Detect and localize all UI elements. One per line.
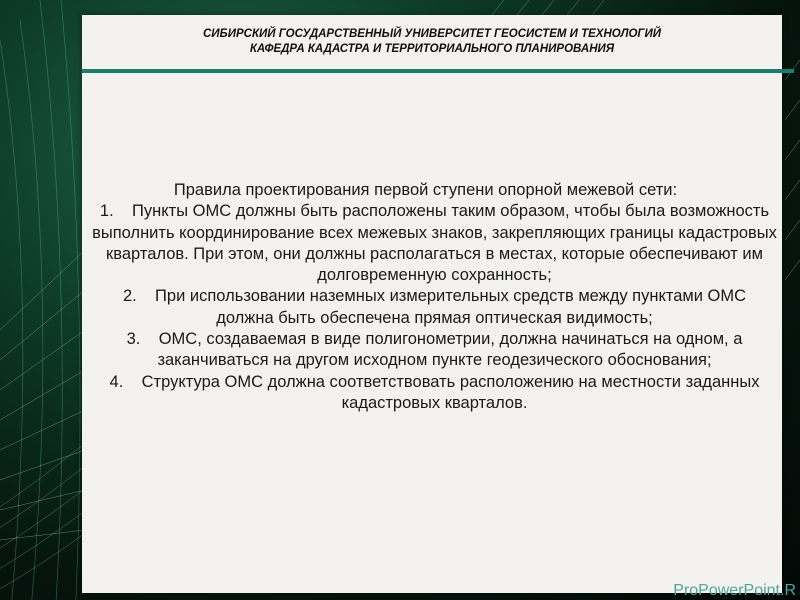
- rule-text: Пункты ОМС должны быть расположены таким образом, чтобы была возможность выполнить координирование всех межевых знаков, закрепляющих границы кадастровых кварталов. При этом, они должны располагаться в местах, которые обеспечивают им долговременную сохранность;: [92, 202, 777, 285]
- rule-item: [92, 286, 777, 329]
- rule-number: 1.: [99, 202, 114, 221]
- rule-text: При использовании наземных измерительных средств между пунктами ОМС должна быть обеспечена прямая оптическая видимость;: [155, 287, 747, 327]
- rule-number: 3.: [126, 330, 141, 349]
- slide-panel: [82, 15, 782, 593]
- watermark: ProPowerPoint.R: [673, 582, 796, 599]
- university-title: СИБИРСКИЙ ГОСУДАРСТВЕННЫЙ УНИВЕРСИТЕТ ГЕОСИСТЕМ И ТЕХНОЛОГИЙ: [202, 28, 662, 40]
- slide-content: [92, 180, 777, 414]
- department-title: КАФЕДРА КАДАСТРА И ТЕРРИТОРИАЛЬНОГО ПЛАНИРОВАНИЯ: [249, 43, 615, 55]
- rule-item: [92, 329, 777, 372]
- header-divider: [82, 69, 794, 73]
- rule-number: 4.: [109, 372, 124, 391]
- rule-text: ОМС, создаваемая в виде полигонометрии, должна начинаться на одном, а заканчиваться на другом исходном пункте геодезического обоснования;: [157, 330, 743, 370]
- rule-number: 2.: [122, 287, 137, 306]
- rule-text: Структура ОМС должна соответствовать расположению на местности заданных кадастровых кварталов.: [141, 372, 760, 412]
- rule-item: [92, 372, 777, 415]
- rules-heading: Правила проектирования первой ступени опорной межевой сети:: [173, 181, 678, 199]
- rule-item: [92, 201, 777, 286]
- slide-header: [82, 15, 782, 70]
